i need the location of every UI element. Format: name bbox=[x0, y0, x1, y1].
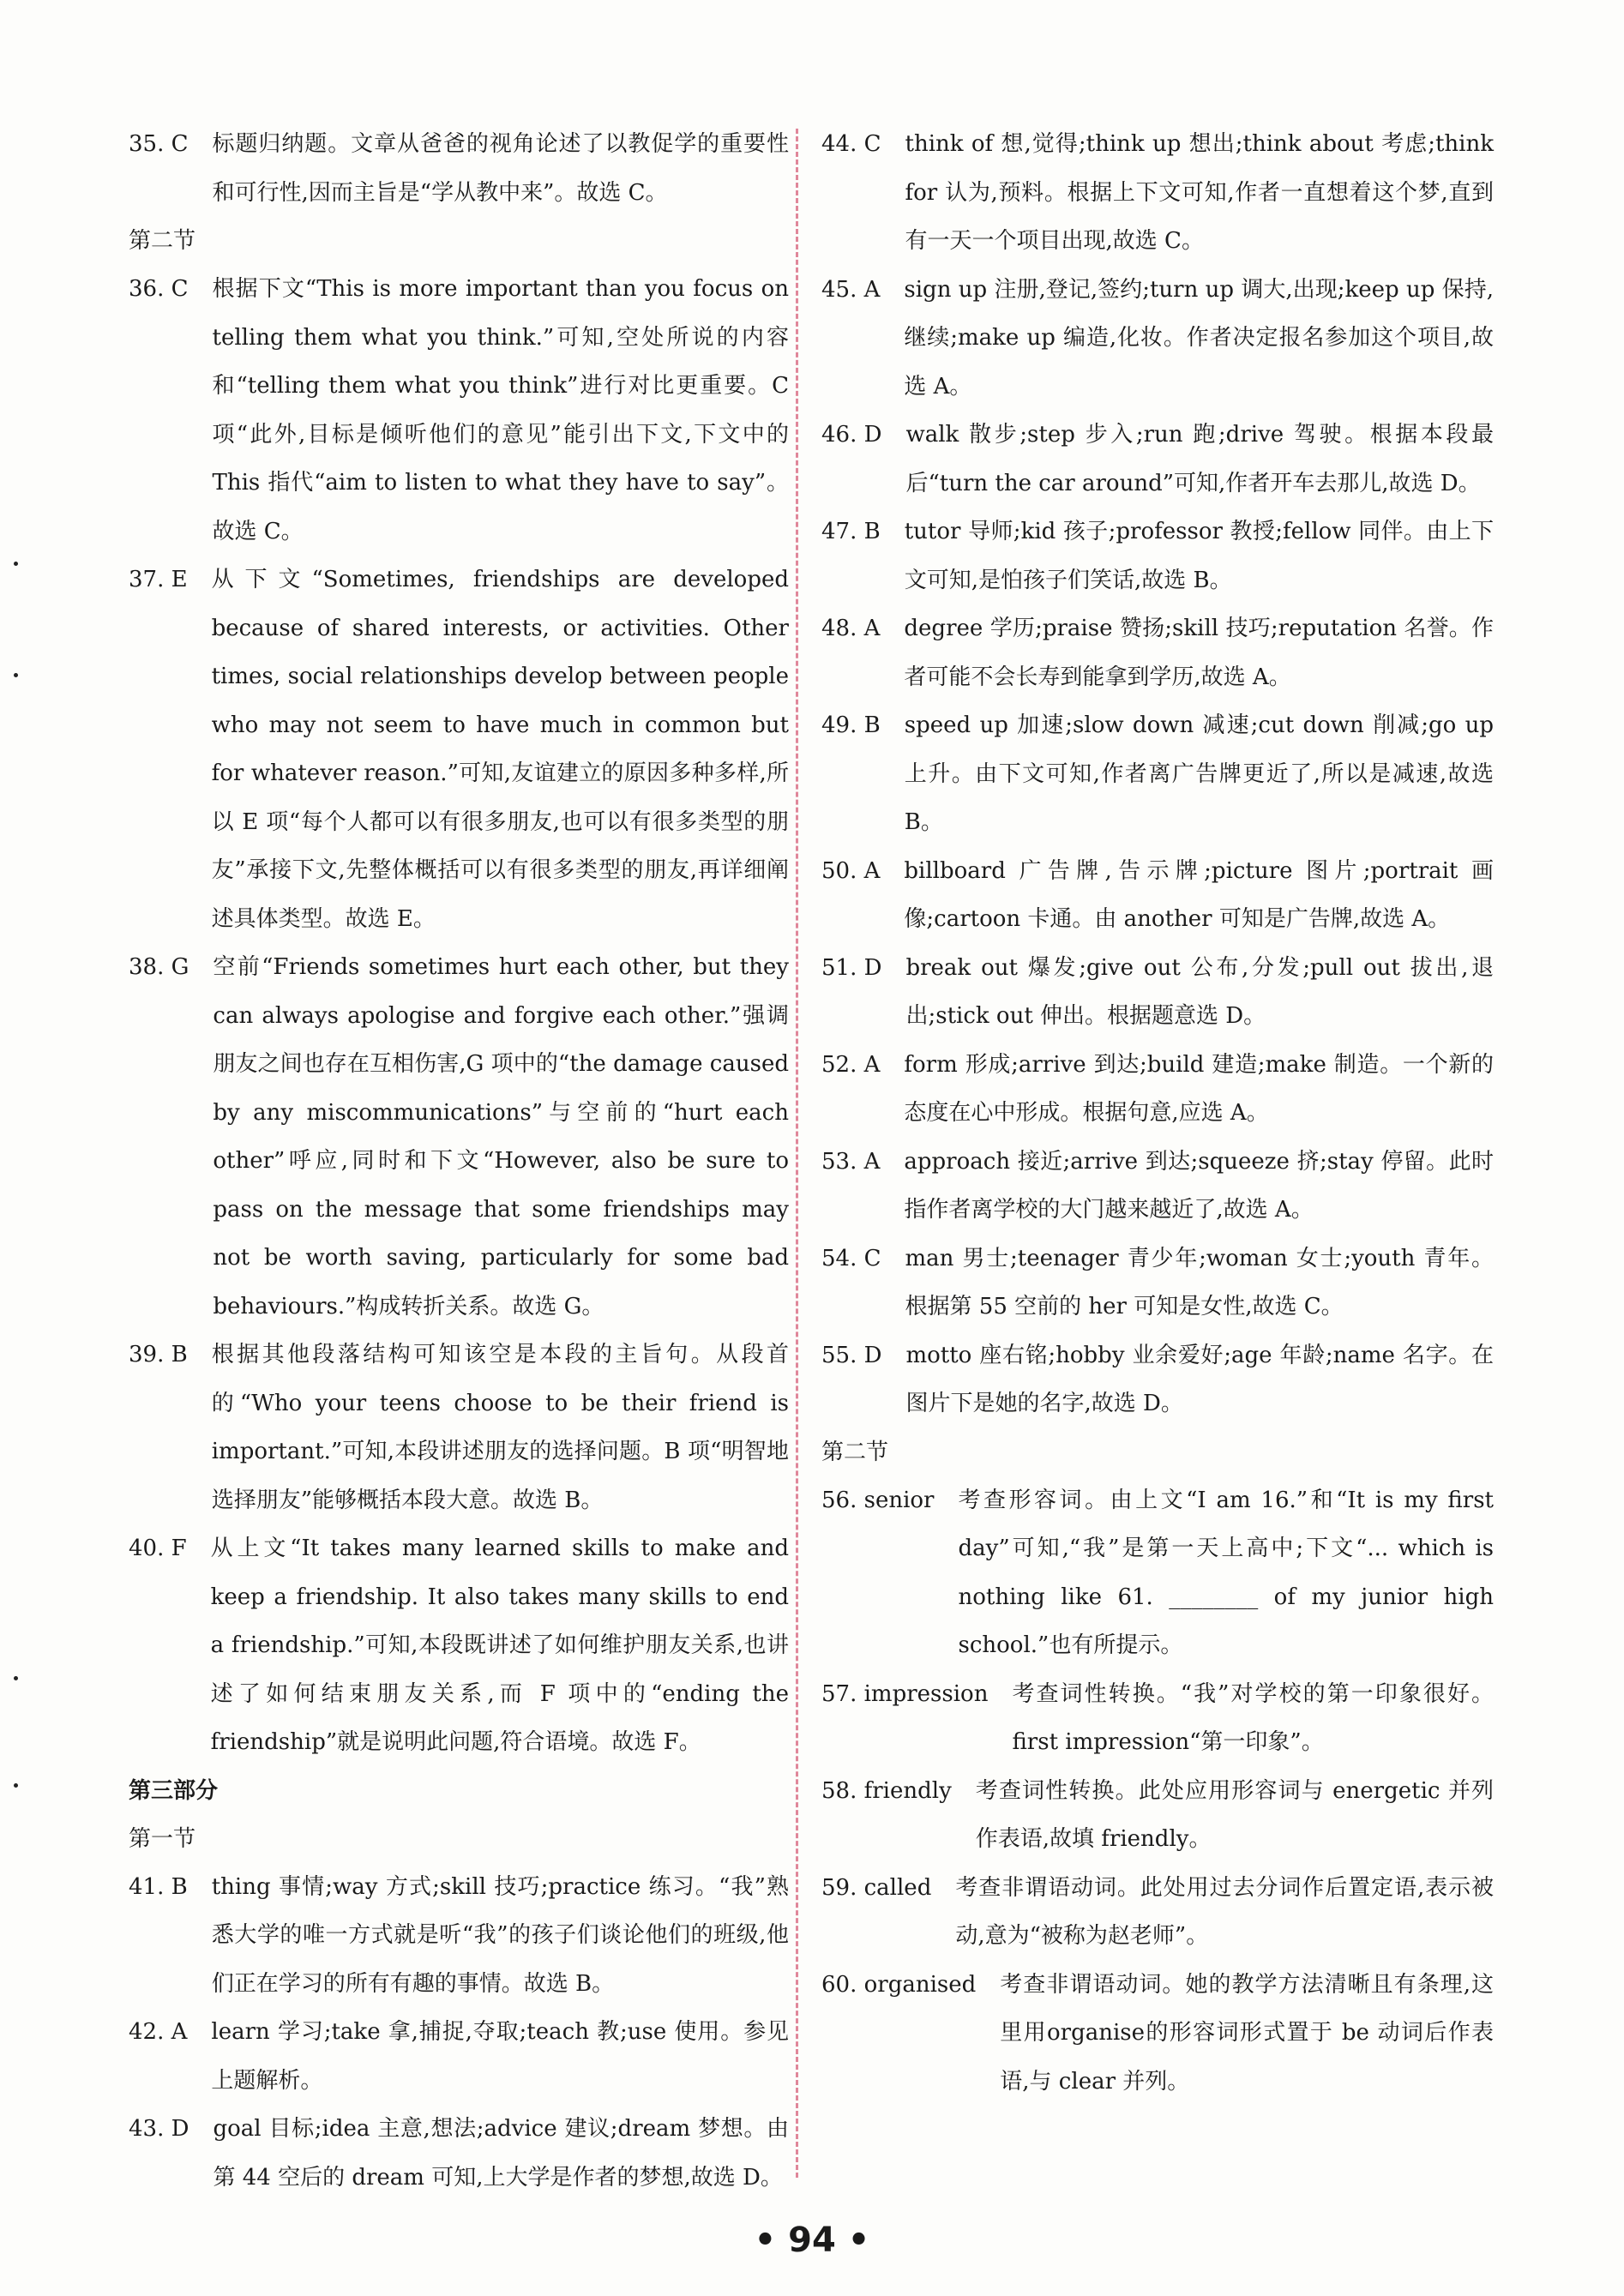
answer-explanation: 根据下文“This is more important than you focus on telling them what you think.”可知,空处所说的内容和“telling them what you think”进行对比更重要。C 项“此外,目标是倾听他们的意见”能引出下文,下文中的 This 指代“aim to listen to what they have to say”。故选 C。 bbox=[212, 276, 789, 544]
answer-item bbox=[129, 265, 789, 556]
answer-item bbox=[821, 847, 1494, 944]
answer-item bbox=[821, 1670, 1494, 1767]
answer-number: 60. organised bbox=[821, 1971, 977, 1998]
answer-explanation: billboard 广告牌,告示牌;picture 图片;portrait 画像;cartoon 卡通。由 another 可知是广告牌,故选 A。 bbox=[904, 857, 1494, 932]
answer-item bbox=[821, 120, 1494, 266]
answer-explanation: sign up 注册,登记,签约;turn up 调大,出现;keep up 保持,继续;make up 编造,化妆。作者决定报名参加这个项目,故选 A。 bbox=[904, 276, 1494, 400]
answer-number: 37. E bbox=[129, 567, 188, 592]
answer-number: 44. C bbox=[821, 131, 881, 157]
answer-explanation: goal 目标;idea 主意,想法;advice 建议;dream 梦想。由第 44 空后的 dream 可知,上大学是作者的梦想,故选 D。 bbox=[213, 2116, 789, 2191]
column-divider bbox=[796, 129, 798, 2178]
answer-number: 36. C bbox=[129, 276, 189, 302]
answer-item bbox=[821, 1138, 1494, 1235]
section-heading: 第二节 bbox=[821, 1439, 889, 1465]
answer-item bbox=[129, 2008, 789, 2105]
answer-number: 43. D bbox=[129, 2116, 189, 2142]
answer-number: 35. C bbox=[129, 131, 189, 157]
answer-explanation: 根据其他段落结构可知该空是本段的主旨句。从段首的“Who your teens choose to be their friend is important.”可知,本段讲述朋友的选择问题。B 项“明智地选择朋友”能够概括本段大意。故选 B。 bbox=[211, 1342, 789, 1513]
answer-number: 39. B bbox=[129, 1342, 188, 1367]
answer-number: 42. A bbox=[129, 2019, 188, 2045]
answer-explanation: 标题归纳题。文章从爸爸的视角论述了以教促学的重要性和可行性,因而主旨是“学从教中来”。故选 C。 bbox=[212, 131, 789, 206]
margin-mark bbox=[14, 562, 18, 566]
answer-number: 48. A bbox=[821, 616, 881, 641]
answer-item bbox=[821, 1864, 1494, 1961]
answer-item bbox=[129, 556, 789, 943]
margin-mark bbox=[14, 1783, 18, 1788]
answer-number: 40. F bbox=[129, 1536, 187, 1561]
answer-number: 52. A bbox=[821, 1051, 881, 1078]
answer-item bbox=[129, 1863, 789, 2009]
answer-explanation: think of 想,觉得;think up 想出;think about 考虑;think for 认为,预料。根据上下文可知,作者一直想着这个梦,直到有一天一个项目出现,故选 C。 bbox=[905, 131, 1494, 254]
answer-explanation: walk 散步;step 步入;run 跑;drive 驾驶。根据本段最后“turn the car around”可知,作者开车去那儿,故选 D。 bbox=[905, 422, 1494, 496]
answer-explanation: form 形成;arrive 到达;build 建造;make 制造。一个新的态度在心中形成。根据句意,应选 A。 bbox=[904, 1051, 1494, 1126]
answer-explanation: 空前“Friends sometimes hurt each other, but they can always apologise and forgive each other.”强调朋友之间也存在互相伤害,G 项中的“the damage caused by any miscommunications”与空前的“hurt each other”呼应,同时和下文“However, also be sure to pass on the message that some friendships may not be worth saving, particularly for some bad behaviours.”构成转折关系。故选 G。 bbox=[213, 954, 789, 1319]
answer-number: 46. D bbox=[821, 422, 882, 448]
page-number: • 94 • bbox=[754, 2221, 870, 2260]
answer-explanation: 从上文“It takes many learned skills to make and keep a friendship. It also takes many skills to end a friendship.”可知,本段既讲述了如何维护朋友关系,也讲述了如何结束朋友关系,而 F 项中的“ending the friendship”就是说明此问题,符合语境。故选 F。 bbox=[210, 1536, 789, 1755]
answer-number: 56. senior bbox=[821, 1487, 935, 1513]
answer-item bbox=[821, 508, 1494, 604]
answer-explanation: 考查非谓语动词。她的教学方法清晰且有条理,这里用organise的形容词形式置于 be 动词后作表语,与 clear 并列。 bbox=[1000, 1971, 1494, 2095]
answer-item bbox=[821, 411, 1494, 508]
margin-mark bbox=[14, 673, 18, 677]
answer-number: 45. A bbox=[821, 276, 881, 303]
answer-number: 55. D bbox=[821, 1342, 882, 1368]
answer-number: 54. C bbox=[821, 1245, 881, 1271]
answer-item bbox=[821, 1767, 1494, 1864]
answer-explanation: speed up 加速;slow down 减速;cut down 削减;go up 上升。由下文可知,作者离广告牌更近了,所以是减速,故选 B。 bbox=[904, 712, 1494, 835]
answer-item bbox=[821, 266, 1494, 412]
answer-item bbox=[821, 701, 1494, 847]
answer-explanation: 考查非谓语动词。此处用过去分词作后置定语,表示被动,意为“被称为赵老师”。 bbox=[955, 1874, 1494, 1949]
answer-explanation: thing 事情;way 方式;skill 技巧;practice 练习。“我”熟悉大学的唯一方式就是听“我”的孩子们谈论他们的班级,他们正在学习的所有有趣的事情。故选 B。 bbox=[211, 1873, 789, 1997]
margin-mark bbox=[14, 1676, 18, 1680]
answer-item bbox=[821, 1041, 1494, 1138]
answer-item bbox=[821, 1476, 1494, 1670]
answer-item bbox=[821, 1235, 1494, 1331]
answer-explanation: man 男士;teenager 青少年;woman 女士;youth 青年。根据第 55 空前的 her 可知是女性,故选 C。 bbox=[905, 1245, 1494, 1319]
answer-number: 41. B bbox=[129, 1873, 188, 1900]
answer-explanation: approach 接近;arrive 到达;squeeze 挤;stay 停留。此时指作者离学校的大门越来越近了,故选 A。 bbox=[904, 1148, 1494, 1223]
answer-explanation: degree 学历;praise 赞扬;skill 技巧;reputation 名誉。作者可能不会长寿到能拿到学历,故选 A。 bbox=[904, 616, 1494, 690]
answer-explanation: motto 座右铭;hobby 业余爱好;age 年龄;name 名字。在图片下是她的名字,故选 D。 bbox=[905, 1342, 1494, 1416]
answer-explanation: 考查词性转换。“我”对学校的第一印象很好。first impression“第一印象”。 bbox=[1012, 1680, 1494, 1755]
answer-explanation: break out 爆发;give out 公布,分发;pull out 拔出,退出;stick out 伸出。根据题意选 D。 bbox=[905, 954, 1494, 1029]
answer-number: 51. D bbox=[821, 954, 882, 981]
left-column bbox=[129, 120, 789, 2202]
answer-item bbox=[129, 1331, 789, 1524]
section-heading: 第一节 bbox=[129, 1825, 196, 1852]
right-column bbox=[821, 120, 1494, 2106]
answer-item bbox=[129, 120, 789, 217]
answer-number: 50. A bbox=[821, 857, 881, 884]
answer-number: 53. A bbox=[821, 1148, 881, 1175]
section-heading: 第三部分 bbox=[129, 1777, 219, 1804]
answer-explanation: tutor 导师;kid 孩子;professor 教授;fellow 同伴。由上下文可知,是怕孩子们笑话,故选 B。 bbox=[904, 519, 1494, 593]
answer-item bbox=[821, 1961, 1494, 2107]
answer-item bbox=[129, 1524, 789, 1767]
answer-explanation: 从下文“Sometimes, friendships are developed because of shared interests, or activities. Other times, social relationships develop between people who may not seem to have much in common but for whatever reason.”可知,友谊建立的原因多种多样,所以 E 项“每个人都可以有很多朋友,也可以有很多类型的朋友”承接下文,先整体概括可以有很多类型的朋友,再详细阐述具体类型。故选 E。 bbox=[211, 567, 789, 932]
answer-number: 47. B bbox=[821, 519, 881, 544]
answer-number: 49. B bbox=[821, 712, 881, 738]
answer-number: 38. G bbox=[129, 954, 189, 980]
answer-item bbox=[821, 1331, 1494, 1428]
answer-item bbox=[821, 604, 1494, 701]
answer-number: 58. friendly bbox=[821, 1777, 952, 1804]
answer-item bbox=[821, 944, 1494, 1041]
answer-explanation: learn 学习;take 拿,捕捉,夺取;teach 教;use 使用。参见上题解析。 bbox=[211, 2019, 789, 2094]
answer-item bbox=[129, 2105, 789, 2202]
answer-explanation: 考查词性转换。此处应用形容词与 energetic 并列作表语,故填 friendly。 bbox=[975, 1777, 1494, 1852]
answer-explanation: 考查形容词。由上文“I am 16.”和“It is my first day”可知,“我”是第一天上高中;下文“... which is nothing like 61. ________ of my junior high school.”也有所提示。 bbox=[958, 1487, 1494, 1658]
answer-number: 59. called bbox=[821, 1874, 932, 1901]
section-heading: 第二节 bbox=[129, 228, 196, 254]
answer-number: 57. impression bbox=[821, 1680, 989, 1707]
answer-item bbox=[129, 943, 789, 1331]
